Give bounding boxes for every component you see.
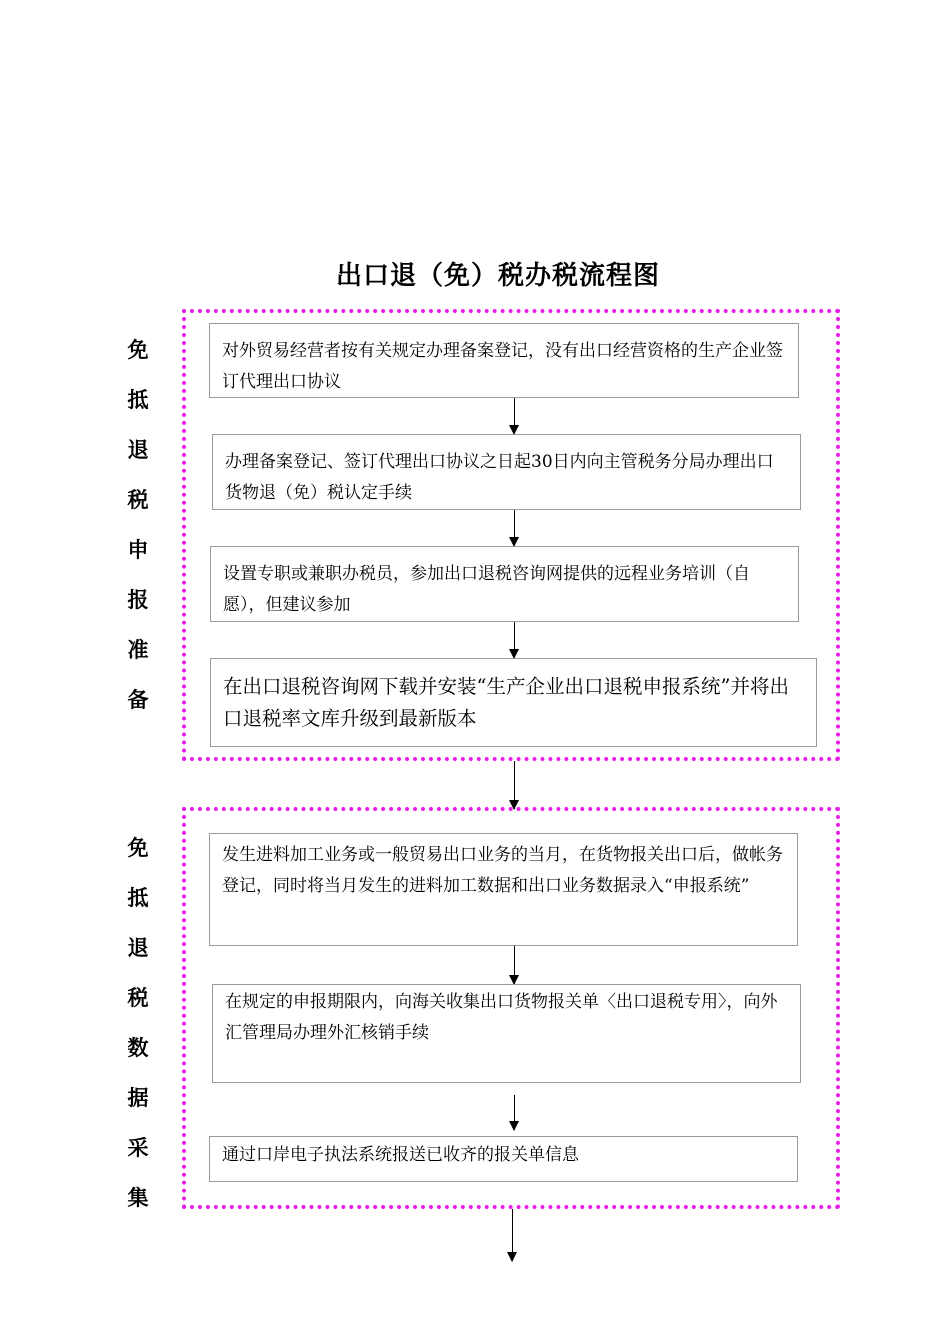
arrow-down — [514, 398, 515, 434]
arrow-continue — [512, 1209, 513, 1261]
step-recognition: 办理备案登记、签订代理出口协议之日起30日内向主管税务分局办理出口货物退（免）税认定手续 — [212, 434, 801, 510]
arrow-down — [514, 946, 515, 984]
section-data-collection-label: 免 抵 退 税 数 据 采 集 — [127, 836, 149, 1210]
arrow-down — [514, 1095, 515, 1130]
step-bookkeeping-entry: 发生进料加工业务或一般贸易出口业务的当月，在货物报关出口后，做帐务登记，同时将当月发生的进料加工数据和出口业务数据录入“申报系统” — [209, 833, 798, 946]
step-registration: 对外贸易经营者按有关规定办理备案登记，没有出口经营资格的生产企业签订代理出口协议 — [209, 323, 799, 398]
arrow-down — [514, 622, 515, 658]
arrow-between-sections — [514, 761, 515, 809]
step-collect-declarations: 在规定的申报期限内，向海关收集出口货物报关单〈出口退税专用〉，向外汇管理局办理外汇核销手续 — [212, 984, 801, 1083]
step-training: 设置专职或兼职办税员，参加出口退税咨询网提供的远程业务培训（自愿），但建议参加 — [210, 546, 799, 622]
step-install-system: 在出口退税咨询网下载并安装“生产企业出口退税申报系统”并将出口退税率文库升级到最新版本 — [210, 658, 817, 747]
arrow-down — [514, 510, 515, 546]
step-submit-online: 通过口岸电子执法系统报送已收齐的报关单信息 — [209, 1136, 798, 1182]
page-title: 出口退（免）税办税流程图 — [335, 261, 660, 291]
section-preparation-label: 免 抵 退 税 申 报 准 备 — [127, 338, 149, 712]
